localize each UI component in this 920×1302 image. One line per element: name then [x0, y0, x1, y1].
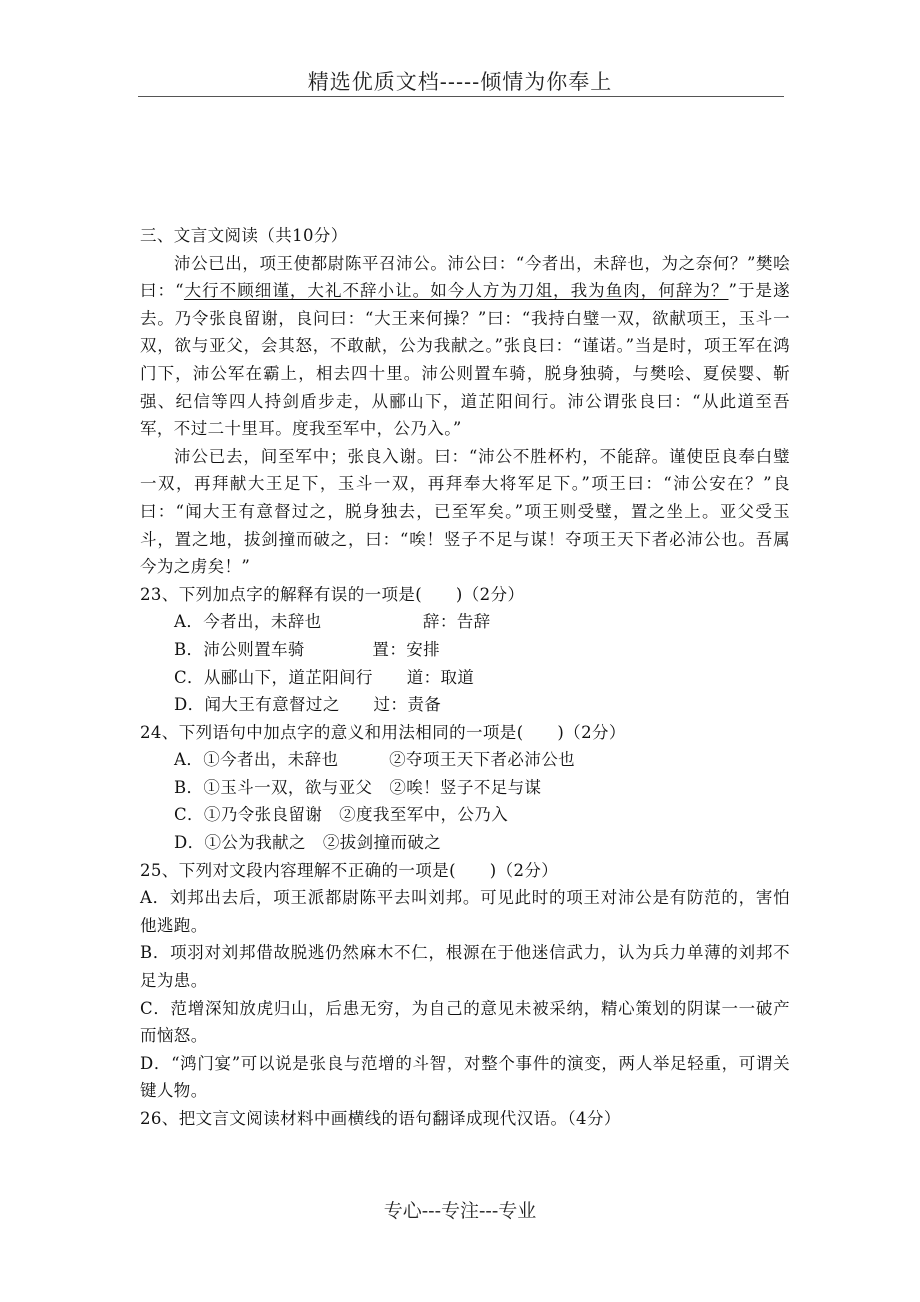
question-25-stem: 25、下列对文段内容理解不正确的一项是( )（2分） — [140, 860, 559, 880]
question-24-option-b: B．①玉斗一双，欲与亚父 ②唉！竖子不足与谋 — [174, 777, 542, 797]
passage-text: ”于是遂去。乃令张良留谢，良问曰：“大王来何操？”曰：“我持白璧一双，欲献项王，玉斗一双，欲与亚父，会其怒，不敢献，公为我献之。”张良曰：“谨诺。”当是时，项王军在鸿门下，沛公军在霸上，相去四十里。沛公则置车骑，脱身独骑，与樊哙、夏侯婴、靳强、纪信等四人持剑盾步走，从郦山下，道芷阳间行。沛公谓张良曰：“从此道至吾军，不过二十里耳。度我至军中，公乃入。” — [140, 281, 790, 439]
question-25-option-c: C．范增深知放虎归山，后患无穷，为自己的意见未被采纳，精心策划的阴谋一一破产而恼怒。 — [140, 998, 790, 1046]
page-footer: 专心---专注---专业 — [383, 1200, 537, 1222]
section-heading: 三、文言文阅读（共10分） — [140, 226, 348, 245]
question-25-option-d: D．“鸿门宴”可以说是张良与范增的斗智，对整个事件的演变，两人举足轻重，可谓关键人物。 — [140, 1053, 790, 1101]
question-25-option-b: B．项羽对刘邦借故脱逃仍然麻木不仁，根源在于他迷信武力，认为兵力单薄的刘邦不足为患。 — [140, 943, 790, 991]
question-23-stem: 23、下列加点字的解释有误的一项是( )（2分） — [140, 584, 525, 604]
question-24-option-a: A．①今者出，未辞也 ②夺项王天下者必沛公也 — [174, 750, 576, 770]
question-25-option-a: A．刘邦出去后，项王派都尉陈平去叫刘邦。可见此时的项王对沛公是有防范的，害怕他逃跑。 — [140, 888, 790, 935]
question-24-option-d: D．①公为我献之 ②拔剑撞而破之 — [174, 833, 442, 853]
document-body — [140, 222, 790, 1133]
question-23-option-d: D．闻大王有意督过之 过：责备 — [174, 695, 442, 715]
question-24-option-c: C．①乃令张良留谢 ②度我至军中，公乃入 — [174, 805, 509, 825]
passage-text: 沛公已出，项王使都尉陈平召沛公。沛公曰：“今者出，未辞也，为之奈何？”樊哙曰：“ — [140, 253, 790, 301]
header-divider — [138, 96, 784, 97]
underlined-sentence: 大行不顾细谨，大礼不辞小让。如今人方为刀俎，我为鱼肉，何辞为？ — [183, 281, 729, 301]
question-24-stem: 24、下列语句中加点字的意义和用法相同的一项是( )（2分） — [140, 722, 626, 742]
passage-paragraph-2: 沛公已去，间至军中；张良入谢。曰：“沛公不胜杯杓，不能辞。谨使臣良奉白璧一双，再拜献大王足下，玉斗一双，再拜奉大将军足下。”项王曰：“沛公安在？”良曰：“闻大王有意督过之，脱身独去，已至军矣。”项王则受璧，置之坐上。亚父受玉斗，置之地，拔剑撞而破之，曰：“唉！竖子不足与谋！夺项王天下者必沛公也。吾属今为之虏矣！” — [140, 446, 790, 577]
question-23-option-a: A．今者出，未辞也 辞：告辞 — [174, 612, 491, 632]
page-header-title: 精选优质文档-----倾情为你奉上 — [307, 70, 613, 94]
question-26-stem: 26、把文言文阅读材料中画横线的语句翻译成现代汉语。（4分） — [140, 1109, 621, 1128]
question-23-option-b: B．沛公则置车骑 置：安排 — [174, 639, 441, 659]
passage-paragraph-1 — [140, 250, 790, 443]
question-23-option-c: C．从郦山下，道芷阳间行 道：取道 — [174, 667, 475, 687]
